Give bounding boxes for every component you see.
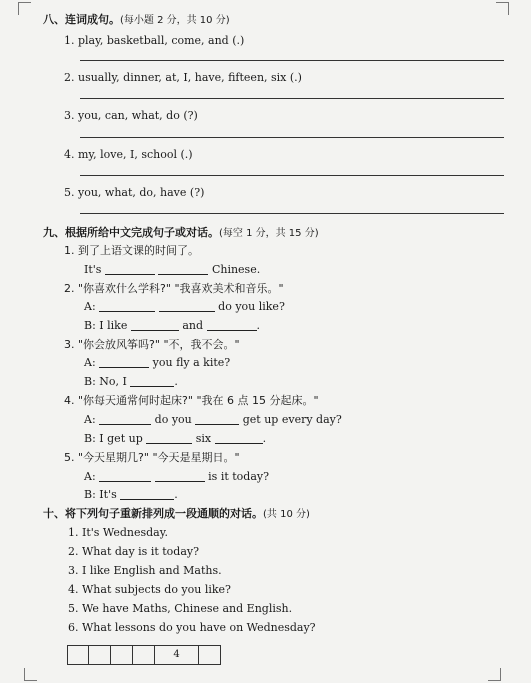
- q9-3-a-label: A:: [84, 356, 96, 369]
- section-8-item-4: 4. my, love, I, school (.): [64, 148, 193, 161]
- blank-input[interactable]: [105, 263, 155, 275]
- section-10-item-3: 3. I like English and Maths.: [68, 564, 222, 577]
- q9-3-prompt: 3. "你会放风筝吗?" "不，我不会。": [64, 338, 240, 351]
- q9-2-a: [84, 300, 285, 314]
- q9-2-a-post: do you like?: [218, 300, 285, 313]
- q9-5-a-post: is it today?: [208, 470, 270, 483]
- blank-input[interactable]: [146, 432, 192, 444]
- section-10-item-2: 2. What day is it today?: [68, 545, 200, 558]
- blank-input[interactable]: [158, 263, 208, 275]
- section-8-item-2: 2. usually, dinner, at, I, have, fifteen, six (.): [64, 71, 302, 84]
- q9-3-b-label: B:: [84, 375, 96, 388]
- q9-4-b-label: B:: [84, 432, 96, 445]
- q9-5-b: [84, 488, 178, 502]
- q9-2-b-end: .: [256, 319, 261, 332]
- answer-cell[interactable]: [133, 645, 155, 665]
- q9-1-prompt: 1. 到了上语文课的时间了。: [64, 244, 199, 257]
- q9-4-a: [84, 413, 342, 427]
- q9-2-b-pre: I like: [99, 319, 128, 332]
- blank-input[interactable]: [99, 470, 151, 482]
- answer-cell[interactable]: [199, 645, 221, 665]
- q9-3-b: [84, 375, 178, 389]
- blank-input[interactable]: [159, 300, 215, 312]
- section-10-item-6: 6. What lessons do you have on Wednesday?: [68, 621, 316, 634]
- q9-4-a-mid: do you: [154, 413, 192, 426]
- section-8-title: 八、连词成句。: [43, 13, 120, 26]
- blank-input[interactable]: [99, 300, 155, 312]
- q9-5-a: [84, 470, 269, 484]
- answer-cell[interactable]: 4: [155, 645, 199, 665]
- blank-input[interactable]: [195, 413, 239, 425]
- q9-4-b-end: .: [262, 432, 267, 445]
- crop-mark-bottom-left: [24, 668, 37, 681]
- section-8-item-3: 3. you, can, what, do (?): [64, 109, 198, 122]
- q9-4-a-label: A:: [84, 413, 96, 426]
- section-8-note: (每小题 2 分，共 10 分): [120, 15, 230, 26]
- q9-1-pre: It's: [84, 263, 102, 276]
- q9-4-b-pre: I get up: [99, 432, 143, 445]
- section-9-heading: [43, 226, 319, 241]
- q9-4-b-mid: six: [195, 432, 212, 445]
- section-8-item-1: 1. play, basketball, come, and (.): [64, 34, 245, 47]
- q9-3-a-post: you fly a kite?: [152, 356, 231, 369]
- blank-input[interactable]: [99, 413, 151, 425]
- section-8-item-5: 5. you, what, do, have (?): [64, 186, 205, 199]
- q9-3-b-end: .: [174, 375, 178, 388]
- blank-input[interactable]: [155, 470, 205, 482]
- q9-5-b-pre: It's: [99, 488, 117, 501]
- q9-5-b-end: .: [174, 488, 178, 501]
- answer-line-8-1: [80, 60, 504, 61]
- crop-mark-bottom-right: [488, 668, 501, 681]
- answer-line-8-2: [80, 98, 504, 99]
- q9-2-b: [84, 319, 260, 333]
- answer-line-8-4: [80, 175, 504, 176]
- q9-1-post: Chinese.: [211, 263, 261, 276]
- crop-mark-top-left: [18, 2, 31, 15]
- answer-cell[interactable]: [67, 645, 89, 665]
- q9-1-answer: [84, 263, 260, 277]
- section-8-heading: [43, 13, 230, 28]
- q9-4-prompt: 4. "你每天通常何时起床?" "我在 6 点 15 分起床。": [64, 394, 319, 407]
- answer-line-8-5: [80, 213, 504, 214]
- q9-5-prompt: 5. "今天星期几?" "今天是星期日。": [64, 451, 240, 464]
- blank-input[interactable]: [215, 432, 263, 444]
- blank-input[interactable]: [207, 319, 257, 331]
- q9-3-b-pre: No, I: [99, 375, 127, 388]
- blank-input[interactable]: [99, 356, 149, 368]
- q9-5-a-label: A:: [84, 470, 96, 483]
- answer-line-8-3: [80, 137, 504, 138]
- section-10-item-5: 5. We have Maths, Chinese and English.: [68, 602, 293, 615]
- blank-input[interactable]: [131, 319, 179, 331]
- q9-3-a: [84, 356, 230, 370]
- section-10-item-4: 4. What subjects do you like?: [68, 583, 231, 596]
- section-9-note: (每空 1 分，共 15 分): [219, 228, 319, 239]
- answer-cell[interactable]: [89, 645, 111, 665]
- answer-box: [67, 645, 221, 665]
- blank-input[interactable]: [130, 375, 174, 387]
- section-10-heading: [43, 507, 310, 522]
- q9-2-a-label: A:: [84, 300, 96, 313]
- section-10-note: (共 10 分): [263, 509, 310, 520]
- q9-5-b-label: B:: [84, 488, 96, 501]
- answer-cell[interactable]: [111, 645, 133, 665]
- q9-4-b: [84, 432, 266, 446]
- q9-2-b-mid: and: [182, 319, 204, 332]
- section-10-item-1: 1. It's Wednesday.: [68, 526, 168, 539]
- section-10-title: 十、将下列句子重新排列成一段通顺的对话。: [43, 507, 263, 520]
- section-9-title: 九、根据所给中文完成句子或对话。: [43, 226, 219, 239]
- q9-2-b-label: B:: [84, 319, 96, 332]
- blank-input[interactable]: [120, 488, 174, 500]
- q9-4-a-post: get up every day?: [242, 413, 342, 426]
- q9-2-prompt: 2. "你喜欢什么学科?" "我喜欢美术和音乐。": [64, 282, 284, 295]
- crop-mark-top-right: [496, 2, 509, 15]
